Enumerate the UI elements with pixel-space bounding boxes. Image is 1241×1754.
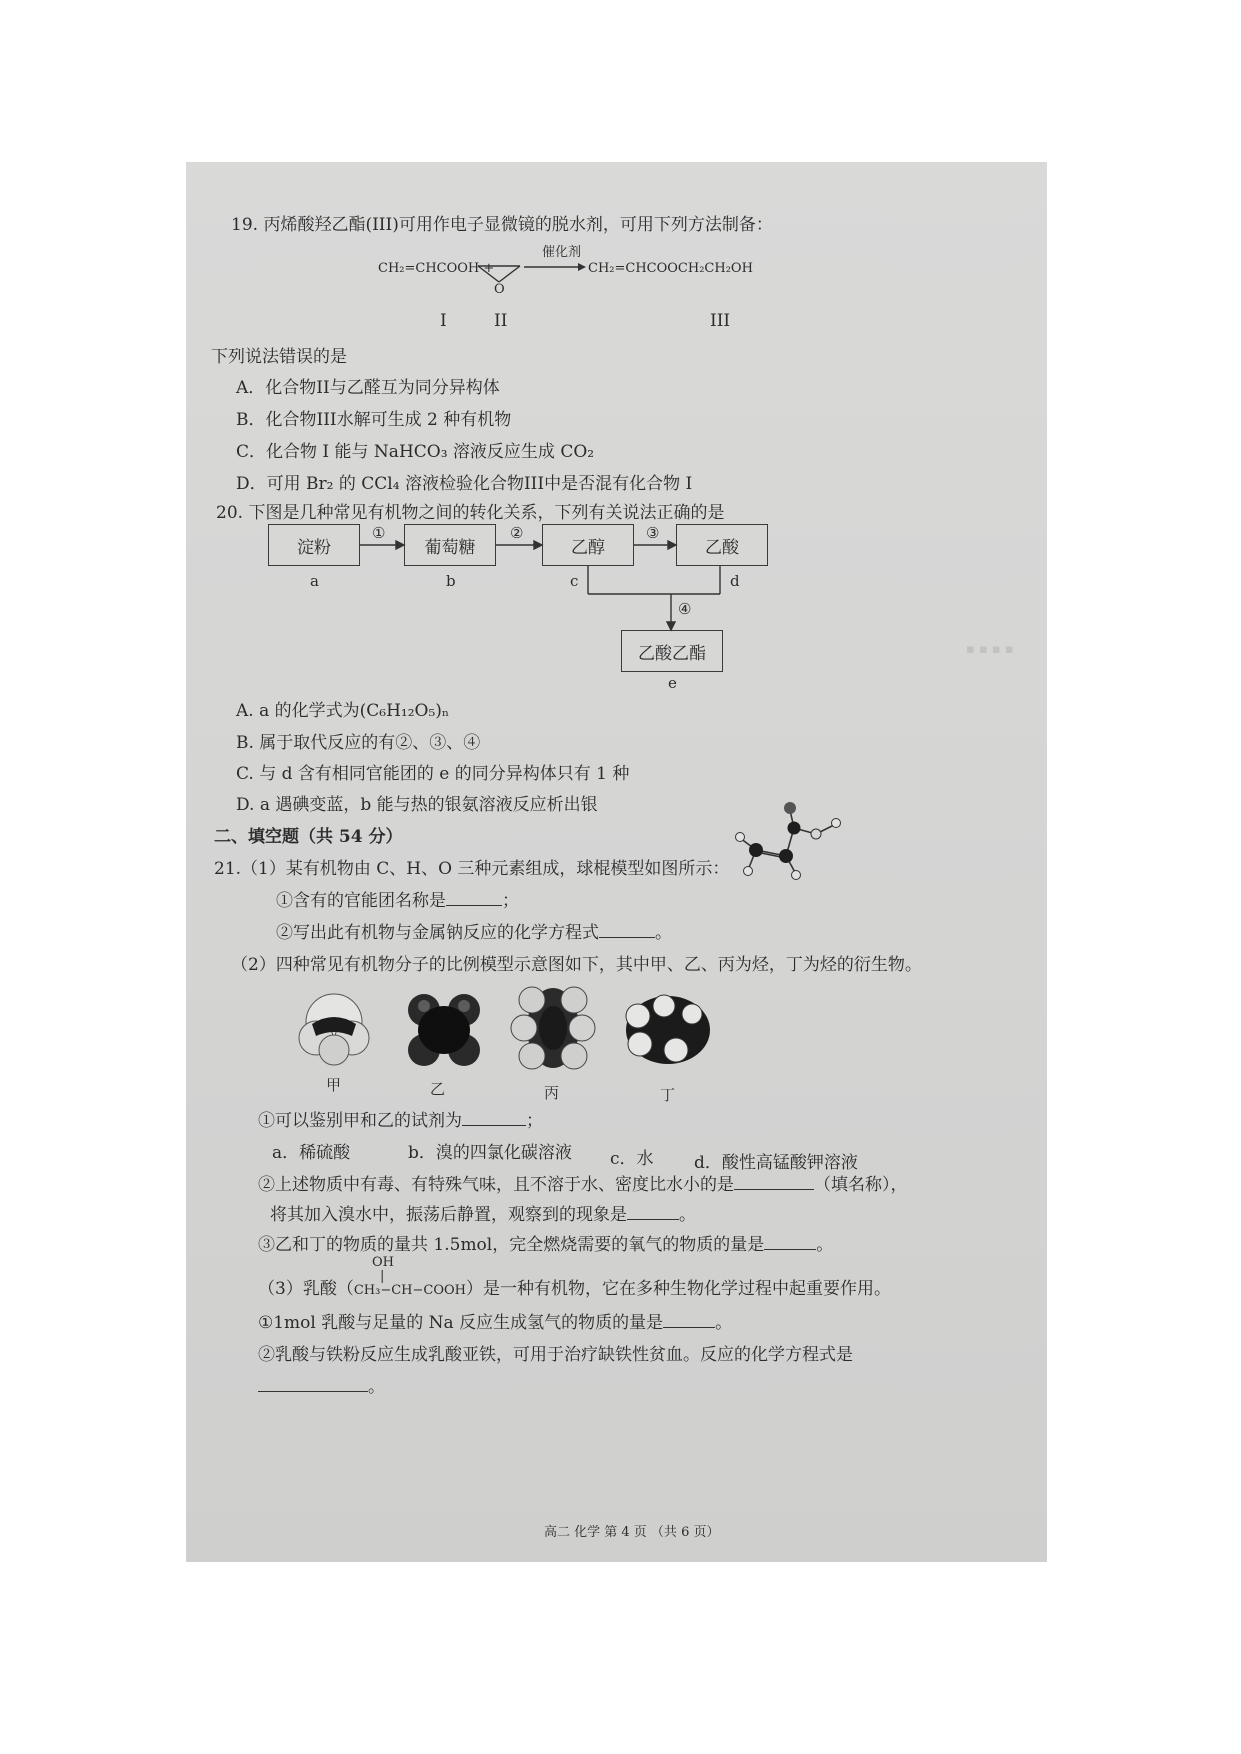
q21-p1-stem: 21.（1）某有机物由 C、H、O 三种元素组成，球棍模型如图所示： [214,859,730,879]
flow-label-a: a [310,572,319,590]
compound-label-1: I [440,311,447,331]
answer-blank[interactable] [446,905,502,906]
epoxide-oxygen: O [494,282,505,297]
q21-p2-q3-text: ③乙和丁的物质的量共 1.5mol，完全燃烧需要的氧气的物质的量是 [258,1235,765,1255]
q20-option-d: D. a 遇碘变蓝，b 能与热的银氨溶液反应析出银 [236,795,598,815]
flow-step-2: ② [510,524,524,542]
space-filling-model-ethanol [618,988,718,1072]
q21-p3-q1 [258,1312,732,1334]
q19-option-c: C．化合物 I 能与 NaHCO₃ 溶液反应生成 CO₂ [236,442,595,462]
choice-d: d．酸性高锰酸钾溶液 [694,1153,858,1173]
q21-p3-q1-end: 。 [715,1313,733,1333]
answer-blank[interactable] [627,1219,679,1220]
q21-p2-q3 [258,1234,833,1256]
q21-p3-q2-answer [258,1376,385,1398]
space-filling-model-ethylene [404,986,484,1070]
q21-p2-q3-end: 。 [816,1235,834,1255]
q21-p1-b-end: 。 [655,923,672,943]
q19-option-d: D．可用 Br₂ 的 CCl₄ 溶液检验化合物III中是否混有化合物 I [236,474,693,494]
q21-p3-stem [258,1278,891,1302]
flow-box-glucose: 葡萄糖 [404,524,496,566]
q21-p2-q2a [258,1174,908,1196]
answer-blank[interactable] [462,1125,526,1126]
model-label-yi: 乙 [430,1080,446,1098]
flow-label-c: c [570,572,579,590]
section-heading: 二、填空题（共 54 分） [214,827,403,847]
q21-p1-b-text: ②写出此有机物与金属钠反应的化学方程式 [276,923,599,943]
q21-p1-a-text: ①含有的官能团名称是 [276,891,446,911]
q21-p2-q1-end: ； [526,1111,543,1131]
model-label-jia: 甲 [326,1076,342,1094]
q20-option-a: A. a 的化学式为(C₆H₁₂O₅)ₙ [236,701,450,721]
space-filling-model-benzene [508,978,598,1078]
flow-arrows [186,162,1047,722]
flow-box-acetic-acid: 乙酸 [676,524,768,566]
q21-p1-a [276,890,519,912]
q21-p2-q1-text: ①可以鉴别甲和乙的试剂为 [258,1111,462,1131]
space-filling-model-methane [294,988,374,1068]
q21-p3-stem-post: ）是一种有机物，它在多种生物化学过程中起重要作用。 [466,1279,891,1299]
q21-p3-q2: ②乳酸与铁粉反应生成乳酸亚铁，可用于治疗缺铁性贫血。反应的化学方程式是 [258,1345,853,1365]
flow-box-ethanol: 乙醇 [542,524,634,566]
answer-blank[interactable] [764,1249,816,1250]
lactic-acid-oh: OH [372,1255,394,1270]
choice-c: c．水 [610,1149,654,1169]
catalyst-label: 催化剂 [542,245,582,260]
ball-and-stick-model [726,792,876,892]
q19-option-a: A．化合物II与乙醛互为同分异构体 [236,378,500,398]
q21-p2-q1 [258,1110,543,1132]
flow-label-d: d [730,572,740,590]
q21-p2-q2b-end: 。 [679,1205,696,1225]
page-footer: 高二 化学 第 4 页 （共 6 页） [544,1525,720,1540]
model-label-bing: 丙 [544,1084,560,1102]
q19-option-b: B．化合物III水解可生成 2 种有机物 [236,410,512,430]
q21-p3-q2-end: 。 [368,1377,385,1397]
lactic-acid-bond: | [380,1269,385,1284]
q21-p1-b [276,922,672,944]
q20-stem: 20. 下图是几种常见有机物之间的转化关系，下列有关说法正确的是 [216,503,725,523]
flow-step-3: ③ [646,524,660,542]
bleed-through-text: ▪ ▪ ▪ ▪ [966,642,1014,657]
compound-label-2: II [494,311,508,331]
q19-prompt: 下列说法错误的是 [211,347,347,367]
q21-p3-q1-text: ①1mol 乳酸与足量的 Na 反应生成氢气的物质的量是 [258,1313,664,1333]
q20-option-b: B. 属于取代反应的有②、③、④ [236,733,481,753]
model-label-ding: 丁 [660,1086,676,1104]
flow-label-e: e [668,674,677,692]
flow-step-1: ① [372,524,386,542]
compound-label-3: III [710,311,731,331]
q21-p2-q2a-end: （填名称）， [814,1175,908,1195]
answer-blank[interactable] [599,937,655,938]
q19-reactant: CH₂=CHCOOH + [378,261,495,276]
flow-box-starch: 淀粉 [268,524,360,566]
q19-product: CH₂=CHCOOCH₂CH₂OH [588,261,753,276]
choice-a: a．稀硫酸 [272,1143,351,1163]
q21-p2-stem: （2）四种常见有机物分子的比例模型示意图如下，其中甲、乙、丙为烃，丁为烃的衍生物。 [231,955,922,975]
flow-box-ethyl-acetate: 乙酸乙酯 [621,630,723,672]
q19-stem: 19. 丙烯酸羟乙酯(III)可用作电子显微镜的脱水剂，可用下列方法制备： [231,215,773,235]
q20-option-c: C. 与 d 含有相同官能团的 e 的同分异构体只有 1 种 [236,764,630,784]
q21-p2-q2b-text: 将其加入溴水中，振荡后静置，观察到的现象是 [270,1205,627,1225]
answer-blank[interactable] [258,1391,368,1392]
answer-blank[interactable] [663,1327,715,1328]
answer-blank[interactable] [734,1189,814,1190]
q21-p2-q2b [270,1204,696,1226]
exam-page [186,162,1047,1562]
q21-p3-stem-pre: （3）乳酸（ [258,1279,354,1299]
flow-label-b: b [446,572,456,590]
flow-step-4: ④ [678,600,692,618]
q21-p1-a-end: ； [502,891,519,911]
lactic-acid-formula: CH₃−CH−COOH [353,1283,466,1298]
q21-p2-q2a-text: ②上述物质中有毒、有特殊气味，且不溶于水、密度比水小的是 [258,1175,734,1195]
choice-b: b．溴的四氯化碳溶液 [408,1143,572,1163]
